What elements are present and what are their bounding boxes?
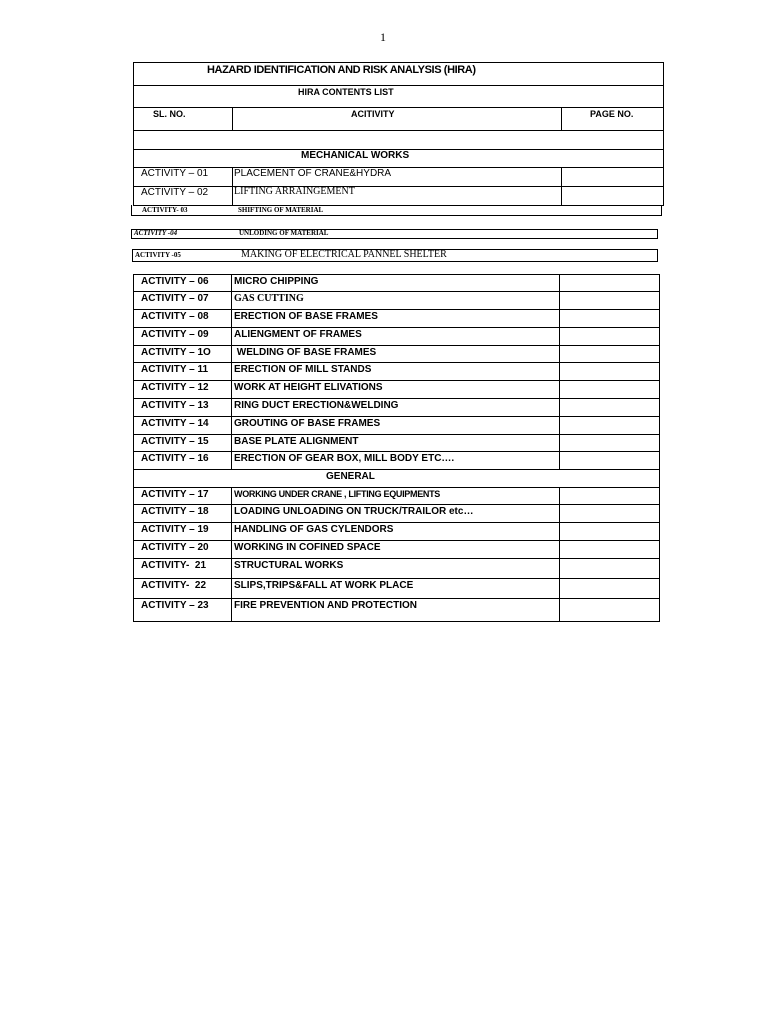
row-activity: UNLODING OF MATERIAL <box>239 229 329 237</box>
row-activity: LIFTING ARRAINGEMENT <box>234 186 355 197</box>
row-sl-no: ACTIVITY -04 <box>134 229 178 237</box>
row-sl-no: ACTIVITY – 17 <box>141 489 209 500</box>
header-table <box>133 62 664 206</box>
row-sl-no: ACTIVITY – 12 <box>141 382 209 393</box>
row-sl-no: ACTIVITY – 09 <box>141 329 209 340</box>
document-title: HAZARD IDENTIFICATION AND RISK ANALYSIS (HIRA) <box>207 64 476 76</box>
row-sl-no: ACTIVITY- 21 <box>141 560 207 571</box>
row-activity: LOADING UNLOADING ON TRUCK/TRAILOR etc… <box>234 506 474 517</box>
row-sl-no: ACTIVITY -05 <box>135 251 181 259</box>
row-sl-no: ACTIVITY – 16 <box>141 453 209 464</box>
table-row <box>131 205 662 216</box>
row-sl-no: ACTIVITY – 01 <box>141 168 209 179</box>
row-activity: WORKING UNDER CRANE , LIFTING EQUIPMENTS <box>234 489 440 499</box>
row-sl-no: ACTIVITY – 14 <box>141 418 209 429</box>
row-activity: STRUCTURAL WORKS <box>234 560 344 571</box>
row-activity: BASE PLATE ALIGNMENT <box>234 436 359 447</box>
col-header-page-no: PAGE NO. <box>590 109 634 119</box>
row-sl-no: ACTIVITY- 22 <box>141 580 207 591</box>
contents-list-heading: HIRA CONTENTS LIST <box>298 87 394 97</box>
section-mechanical-works: MECHANICAL WORKS <box>301 150 410 161</box>
row-activity: MAKING OF ELECTRICAL PANNEL SHELTER <box>241 249 447 260</box>
row-sl-no: ACTIVITY – 18 <box>141 506 209 517</box>
row-activity: FIRE PREVENTION AND PROTECTION <box>234 600 417 611</box>
row-sl-no: ACTIVITY – 19 <box>141 524 209 535</box>
row-activity: ERECTION OF MILL STANDS <box>234 364 372 375</box>
row-sl-no: ACTIVITY – 1O <box>141 347 211 358</box>
row-sl-no: ACTIVITY- 03 <box>142 206 188 214</box>
row-sl-no: ACTIVITY – 08 <box>141 311 209 322</box>
page-number: 1 <box>380 30 386 44</box>
row-activity: HANDLING OF GAS CYLENDORS <box>234 524 394 535</box>
row-activity: WORKING IN COFINED SPACE <box>234 542 381 553</box>
row-sl-no: ACTIVITY – 07 <box>141 293 209 304</box>
row-sl-no: ACTIVITY – 02 <box>141 187 209 198</box>
section-general: GENERAL <box>326 471 375 482</box>
col-header-sl-no: SL. NO. <box>153 109 186 119</box>
row-activity: MICRO CHIPPING <box>234 276 319 287</box>
row-sl-no: ACTIVITY – 11 <box>141 364 209 375</box>
table-row <box>131 229 658 239</box>
row-sl-no: ACTIVITY – 23 <box>141 600 209 611</box>
row-activity: RING DUCT ERECTION&WELDING <box>234 400 399 411</box>
row-activity: GROUTING OF BASE FRAMES <box>234 418 381 429</box>
row-sl-no: ACTIVITY – 20 <box>141 542 209 553</box>
row-activity: ALIENGMENT OF FRAMES <box>234 329 362 340</box>
row-sl-no: ACTIVITY – 15 <box>141 436 209 447</box>
row-activity: SHIFTING OF MATERIAL <box>238 206 324 214</box>
row-activity: ERECTION OF GEAR BOX, MILL BODY ETC…. <box>234 453 455 464</box>
row-activity: PLACEMENT OF CRANE&HYDRA <box>234 168 392 179</box>
row-activity: WORK AT HEIGHT ELIVATIONS <box>234 382 383 393</box>
row-activity: ERECTION OF BASE FRAMES <box>234 311 378 322</box>
row-activity: WELDING OF BASE FRAMES <box>234 347 377 358</box>
col-header-activity: ACITIVITY <box>351 109 395 119</box>
row-activity: SLIPS,TRIPS&FALL AT WORK PLACE <box>234 580 414 591</box>
row-activity: GAS CUTTING <box>234 293 304 304</box>
row-sl-no: ACTIVITY – 06 <box>141 276 209 287</box>
row-sl-no: ACTIVITY – 13 <box>141 400 209 411</box>
